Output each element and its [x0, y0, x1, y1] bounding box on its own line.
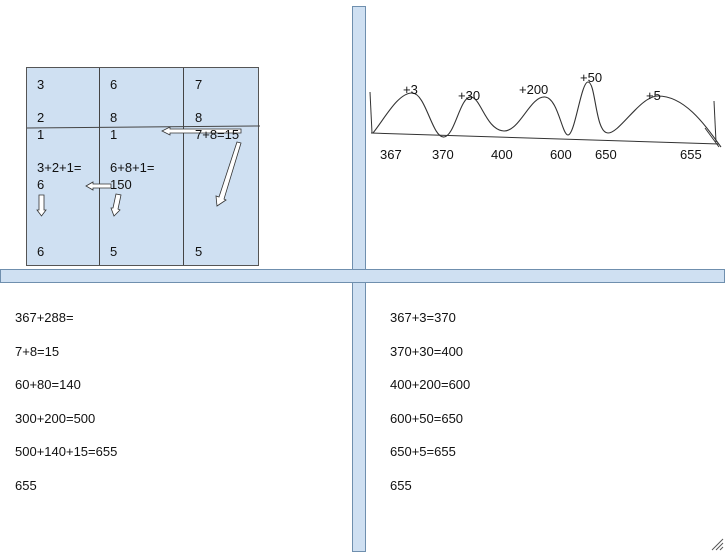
grid-cell: 6 — [37, 177, 45, 192]
grid-cell: 1 — [37, 127, 45, 142]
number-line-value: 370 — [432, 147, 454, 162]
right-equation-list — [390, 310, 470, 511]
jump-label: +3 — [403, 82, 418, 97]
number-line-end-tick — [714, 101, 716, 142]
equation-line: 600+50=650 — [390, 410, 464, 426]
number-line-value: 367 — [380, 147, 402, 162]
grid-cell: 8 — [195, 110, 203, 125]
left-equation-list — [15, 310, 117, 511]
equation-line: 367+288= — [15, 310, 74, 325]
number-line-jumps — [366, 60, 725, 170]
number-line-start-tick — [370, 92, 372, 133]
equation-line: 650+5=655 — [390, 444, 456, 459]
grid-cell: 7+8=15 — [195, 127, 240, 142]
carry-arrow-left-icon — [86, 182, 111, 190]
grid-cell: 6+8+1= — [110, 160, 155, 175]
number-line-value: 655 — [680, 147, 702, 162]
equation-line: 367+3=370 — [390, 310, 456, 325]
equation-line: 655 — [15, 477, 37, 493]
equation-line: 400+200=600 — [390, 377, 471, 392]
number-line-value: 600 — [550, 147, 572, 162]
grid-cell: 6 — [110, 77, 118, 92]
horizontal-divider[interactable] — [0, 269, 725, 283]
grid-cell: 150 — [110, 177, 132, 192]
jump-label: +5 — [646, 88, 661, 103]
arrow-down-icon — [37, 195, 46, 216]
number-line-value: 650 — [595, 147, 617, 162]
arrow-down-icon — [216, 142, 241, 206]
grid-cell: 1 — [110, 127, 118, 142]
equation-line: 300+200=500 — [15, 410, 96, 426]
resize-grip-icon[interactable] — [710, 537, 724, 551]
number-line — [371, 133, 719, 144]
grid-cell: 7 — [195, 77, 203, 92]
jump-label: +200 — [519, 82, 549, 97]
equation-line: 7+8=15 — [15, 343, 60, 359]
grid-cell: 5 — [195, 244, 203, 259]
equation-line: 60+80=140 — [15, 377, 81, 392]
grid-cell: 8 — [110, 110, 118, 125]
grid-cell: 3 — [37, 77, 45, 92]
jump-label: +30 — [458, 88, 481, 103]
number-line-value: 400 — [491, 147, 513, 162]
grid-cell: 6 — [37, 244, 45, 259]
equation-line: 500+140+15=655 — [15, 444, 118, 459]
grid-cell: 5 — [110, 244, 118, 259]
column-addition-grid — [26, 67, 259, 266]
jump-label: +50 — [580, 70, 603, 85]
equation-line: 655 — [390, 477, 412, 493]
grid-cell: 2 — [37, 110, 45, 125]
equation-line: 370+30=400 — [390, 343, 464, 359]
grid-cell: 3+2+1= — [37, 160, 82, 175]
arrow-down-icon — [111, 194, 121, 216]
